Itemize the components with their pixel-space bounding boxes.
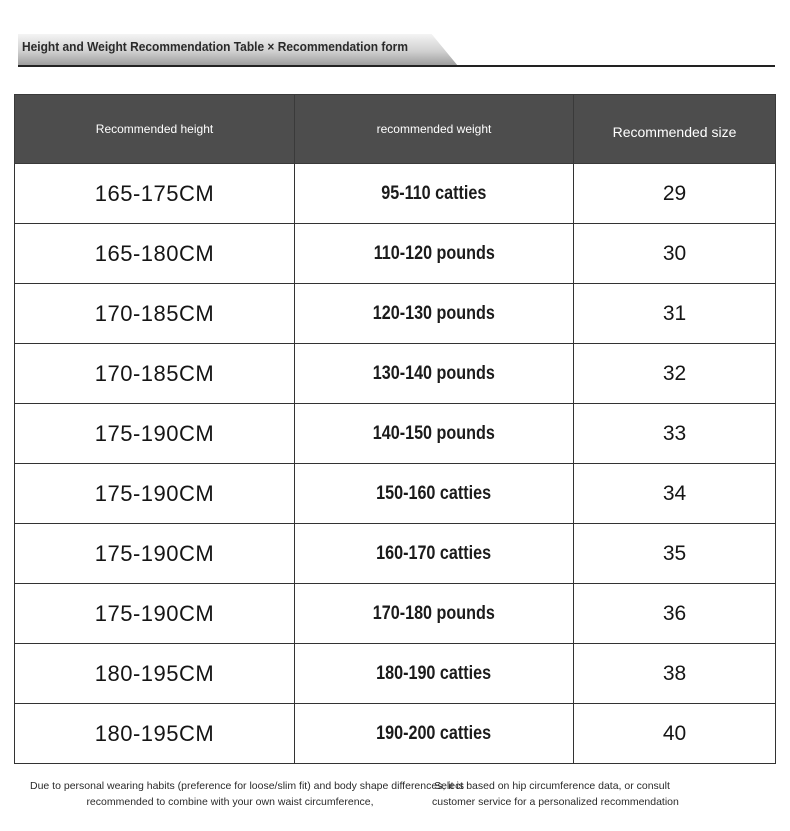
table-header	[15, 95, 776, 164]
table-row	[15, 224, 776, 284]
size-cell: 35	[574, 524, 776, 584]
height-cell: 165-180CM	[15, 224, 295, 284]
table-row	[15, 524, 776, 584]
weight-value: 170-180 pounds	[372, 602, 496, 624]
footnote-right-line-2: customer service for a personalized recommendation	[432, 796, 679, 808]
header-recommended-size: Recommended size	[574, 95, 776, 164]
table-row	[15, 464, 776, 524]
size-cell: 30	[574, 224, 776, 284]
table-row	[15, 644, 776, 704]
table-body	[15, 164, 776, 764]
weight-cell	[295, 224, 574, 284]
weight-value: 140-150 pounds	[372, 422, 496, 444]
height-cell: 175-190CM	[15, 404, 295, 464]
table-header-row	[15, 95, 776, 164]
size-cell: 32	[574, 344, 776, 404]
height-cell: 175-190CM	[15, 464, 295, 524]
weight-cell	[295, 344, 574, 404]
size-cell: 29	[574, 164, 776, 224]
weight-cell	[295, 464, 574, 524]
size-cell: 33	[574, 404, 776, 464]
footnote-left	[30, 778, 465, 810]
weight-cell	[295, 524, 574, 584]
weight-cell	[295, 404, 574, 464]
height-cell: 175-190CM	[15, 584, 295, 644]
header-recommended-height: Recommended height	[15, 95, 295, 164]
table-row	[15, 344, 776, 404]
size-cell: 34	[574, 464, 776, 524]
footnote-right	[432, 778, 679, 810]
weight-value: 95-110 catties	[381, 182, 487, 204]
weight-value: 160-170 catties	[376, 542, 492, 564]
size-cell: 38	[574, 644, 776, 704]
title-bar	[18, 28, 775, 68]
table-row	[15, 164, 776, 224]
weight-cell	[295, 164, 574, 224]
height-cell: 175-190CM	[15, 524, 295, 584]
table-row	[15, 284, 776, 344]
title-underline	[18, 65, 775, 67]
height-cell: 180-195CM	[15, 704, 295, 764]
footnote-left-line-1: Due to personal wearing habits (preference for loose/slim fit) and body shape differences, it is	[30, 780, 465, 792]
weight-cell	[295, 284, 574, 344]
header-recommended-weight: recommended weight	[295, 95, 574, 164]
height-cell: 170-185CM	[15, 284, 295, 344]
weight-cell	[295, 644, 574, 704]
size-recommendation-table	[14, 94, 776, 764]
size-cell: 40	[574, 704, 776, 764]
weight-value: 130-140 pounds	[372, 362, 496, 384]
weight-value: 180-190 catties	[376, 662, 492, 684]
weight-cell	[295, 584, 574, 644]
footnote-right-line-1: Select based on hip circumference data, or consult	[434, 780, 670, 792]
size-cell: 36	[574, 584, 776, 644]
weight-value: 120-130 pounds	[372, 302, 496, 324]
weight-cell	[295, 704, 574, 764]
weight-value: 110-120 pounds	[373, 242, 495, 264]
table-row	[15, 404, 776, 464]
weight-value: 150-160 catties	[376, 482, 492, 504]
footnote-left-line-2: recommended to combine with your own waist circumference,	[86, 796, 374, 808]
size-cell: 31	[574, 284, 776, 344]
weight-value: 190-200 catties	[376, 722, 492, 744]
table-row	[15, 584, 776, 644]
page-title: Height and Weight Recommendation Table × Recommendation form	[22, 39, 408, 54]
height-cell: 170-185CM	[15, 344, 295, 404]
height-cell: 165-175CM	[15, 164, 295, 224]
height-cell: 180-195CM	[15, 644, 295, 704]
table-row	[15, 704, 776, 764]
